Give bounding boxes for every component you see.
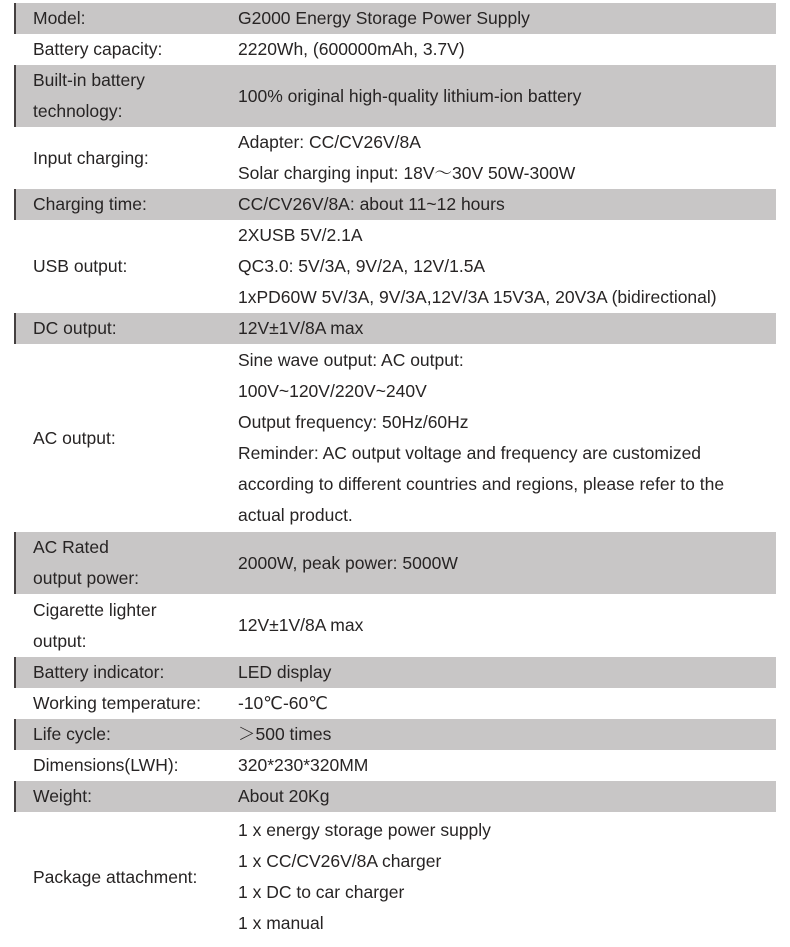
spec-value: 1 x energy storage power supply 1 x CC/CV26V/8A charger 1 x DC to car charger 1 x manual xyxy=(238,820,491,933)
spec-label: Battery capacity: xyxy=(33,39,163,59)
spec-label: Model: xyxy=(33,8,86,28)
spec-label: Package attachment: xyxy=(33,866,198,887)
spec-row-battery-capacity xyxy=(16,34,776,65)
spec-row-charging-time xyxy=(16,189,776,220)
spec-label: AC output: xyxy=(33,427,116,448)
spec-row-working-temperature xyxy=(16,688,776,719)
spec-label: DC output: xyxy=(33,318,117,338)
spec-value: 320*230*320MM xyxy=(238,755,369,775)
spec-row-input-charging xyxy=(16,127,776,189)
spec-row-ac-rated-power xyxy=(16,532,776,594)
spec-value: About 20Kg xyxy=(238,786,330,806)
spec-value: 2000W, peak power: 5000W xyxy=(238,552,458,573)
product-spec-table xyxy=(16,3,776,942)
spec-row-ac-output xyxy=(16,344,776,532)
spec-value: LED display xyxy=(238,662,332,682)
spec-value: 12V±1V/8A max xyxy=(238,615,364,635)
spec-label: Working temperature: xyxy=(33,693,201,713)
spec-row-cigarette-lighter xyxy=(16,594,776,657)
spec-label: USB output: xyxy=(33,256,128,276)
spec-value: CC/CV26V/8A: about 11~12 hours xyxy=(238,194,505,214)
spec-row-battery-indicator xyxy=(16,657,776,688)
spec-row-package-attachment xyxy=(16,812,776,942)
spec-row-model xyxy=(16,3,776,34)
spec-label: Dimensions(LWH): xyxy=(33,755,179,775)
spec-value: Sine wave output: AC output: 100V~120V/220V~240V Output frequency: 50Hz/60Hz Reminder: AC output voltage and frequency are customized according to different countries and regions, please refer to the actual product. xyxy=(238,350,725,525)
spec-value: -10℃-60℃ xyxy=(238,693,328,713)
spec-value: G2000 Energy Storage Power Supply xyxy=(238,8,530,28)
spec-value: Adapter: CC/CV26V/8A Solar charging input: 18V～30V 50W-300W xyxy=(238,132,576,183)
spec-label: AC Rated output power: xyxy=(33,537,140,588)
spec-row-battery-technology xyxy=(16,65,776,127)
spec-label: Input charging: xyxy=(33,147,149,168)
spec-value: ＞500 times xyxy=(238,724,332,744)
spec-label: Built-in battery technology: xyxy=(33,70,145,121)
spec-row-usb-output xyxy=(16,220,776,313)
spec-value: 2XUSB 5V/2.1A QC3.0: 5V/3A, 9V/2A, 12V/1.5A 1xPD60W 5V/3A, 9V/3A,12V/3A 15V3A, 20V3A (bidirectional) xyxy=(238,225,717,307)
spec-row-dc-output xyxy=(16,313,776,344)
spec-label: Cigarette lighter output: xyxy=(33,599,157,651)
spec-row-weight xyxy=(16,781,776,812)
spec-row-dimensions xyxy=(16,750,776,781)
spec-label: Charging time: xyxy=(33,194,147,214)
spec-value: 100% original high-quality lithium-ion battery xyxy=(238,85,582,106)
spec-value: 12V±1V/8A max xyxy=(238,318,364,338)
spec-label: Weight: xyxy=(33,786,93,806)
spec-row-life-cycle xyxy=(16,719,776,750)
spec-label: Battery indicator: xyxy=(33,662,165,682)
spec-label: Life cycle: xyxy=(33,724,111,744)
spec-value: 2220Wh, (600000mAh, 3.7V) xyxy=(238,39,465,59)
